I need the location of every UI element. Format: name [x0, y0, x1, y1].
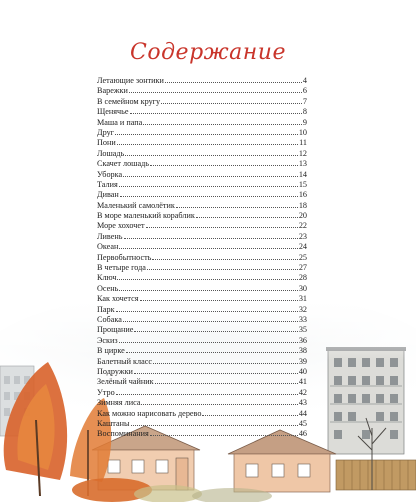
toc-dot-leader: [150, 164, 298, 166]
toc-dot-leader: [119, 341, 298, 343]
toc-entry: [97, 159, 307, 169]
toc-entry-page-number: 24: [298, 242, 307, 252]
toc-entry: [97, 263, 307, 273]
toc-dot-leader: [117, 143, 298, 145]
toc-entry: [97, 76, 307, 86]
toc-dot-leader: [155, 382, 298, 384]
toc-dot-leader: [131, 424, 298, 426]
toc-entry-title: Прощание: [97, 325, 134, 335]
toc-entry-page-number: 31: [298, 294, 307, 304]
toc-entry-page-number: 23: [298, 231, 307, 241]
toc-entry: [97, 86, 307, 96]
toc-entry: [97, 107, 307, 117]
toc-entry-title: Ливень: [97, 231, 123, 241]
toc-dot-leader: [119, 185, 298, 187]
toc-entry: [97, 273, 307, 283]
toc-entry-title: Лошадь: [97, 148, 125, 158]
toc-dot-leader: [202, 414, 297, 416]
toc-entry: [97, 377, 307, 387]
toc-entry-title: Зелёный чайник: [97, 377, 154, 387]
toc-entry: [97, 388, 307, 398]
toc-dot-leader: [124, 237, 298, 239]
toc-entry: [97, 180, 307, 190]
toc-entry-page-number: 33: [298, 314, 307, 324]
toc-entry-title: Как хочется: [97, 294, 139, 304]
toc-dot-leader: [116, 393, 298, 395]
toc-entry-page-number: 22: [298, 221, 307, 231]
toc-entry-title: Балетный класс: [97, 356, 152, 366]
toc-entry-page-number: 12: [298, 148, 307, 158]
toc-dot-leader: [134, 330, 297, 332]
toc-entry: [97, 357, 307, 367]
toc-dot-leader: [150, 434, 298, 436]
toc-dot-leader: [153, 362, 298, 364]
toc-entry-title: Летающие зонтики: [97, 76, 164, 85]
toc-entry: [97, 315, 307, 325]
toc-entry-page-number: 20: [298, 211, 307, 221]
toc-entry-title: Осень: [97, 283, 119, 293]
toc-entry: [97, 409, 307, 419]
toc-entry: [97, 97, 307, 107]
toc-entry: [97, 190, 307, 200]
toc-entry: [97, 346, 307, 356]
toc-entry: [97, 149, 307, 159]
toc-entry-title: Океан: [97, 242, 119, 252]
toc-entry-page-number: 44: [298, 408, 307, 418]
toc-entry: [97, 284, 307, 294]
table-of-contents: [97, 76, 307, 440]
toc-entry: [97, 294, 307, 304]
toc-dot-leader: [129, 91, 302, 93]
toc-entry-page-number: 38: [298, 346, 307, 356]
toc-entry-page-number: 36: [298, 335, 307, 345]
toc-dot-leader: [140, 299, 298, 301]
toc-entry-page-number: 28: [298, 273, 307, 283]
toc-dot-leader: [161, 102, 302, 104]
right-apartment-building: [326, 347, 406, 454]
toc-entry-page-number: 9: [302, 117, 307, 127]
toc-entry: [97, 201, 307, 211]
toc-entry-page-number: 25: [298, 252, 307, 262]
toc-dot-leader: [116, 310, 298, 312]
toc-entry: [97, 398, 307, 408]
toc-dot-leader: [126, 351, 298, 353]
toc-entry: [97, 336, 307, 346]
toc-entry: [97, 170, 307, 180]
toc-entry-title: Парк: [97, 304, 115, 314]
toc-entry-page-number: 41: [298, 377, 307, 387]
toc-dot-leader: [196, 216, 298, 218]
toc-entry-title: В цирке: [97, 346, 125, 356]
toc-entry-title: Диван: [97, 190, 119, 200]
wooden-fence: [336, 460, 416, 490]
toc-entry: [97, 305, 307, 315]
toc-dot-leader: [141, 403, 297, 405]
toc-entry: [97, 367, 307, 377]
toc-entry-title: Пони: [97, 138, 116, 148]
toc-entry: [97, 128, 307, 138]
toc-entry: [97, 325, 307, 335]
toc-dot-leader: [125, 154, 298, 156]
toc-entry-page-number: 42: [298, 387, 307, 397]
toc-entry-page-number: 14: [298, 169, 307, 179]
toc-entry-title: Ключ: [97, 273, 117, 283]
toc-dot-leader: [147, 268, 298, 270]
toc-entry-title: В четыре года: [97, 263, 146, 273]
toc-dot-leader: [117, 278, 297, 280]
toc-entry-page-number: 18: [298, 200, 307, 210]
toc-entry-page-number: 6: [302, 86, 307, 96]
toc-entry-title: Щенячье: [97, 107, 129, 117]
toc-entry-title: В семейном кругу: [97, 96, 161, 106]
toc-dot-leader: [134, 372, 298, 374]
toc-entry-title: Талия: [97, 179, 118, 189]
toc-entry-page-number: 10: [298, 127, 307, 137]
toc-entry: [97, 138, 307, 148]
toc-entry-page-number: 11: [299, 138, 307, 148]
toc-dot-leader: [119, 247, 297, 249]
toc-entry-title: Зимняя лиса: [97, 398, 141, 408]
toc-entry-page-number: 13: [298, 159, 307, 169]
toc-dot-leader: [176, 206, 298, 208]
toc-entry-title: Первобытность: [97, 252, 152, 262]
toc-entry-page-number: 4: [302, 76, 307, 85]
toc-dot-leader: [119, 289, 297, 291]
toc-entry-page-number: 15: [298, 179, 307, 189]
toc-dot-leader: [152, 258, 297, 260]
toc-entry-page-number: 16: [298, 190, 307, 200]
toc-entry-page-number: 32: [298, 304, 307, 314]
toc-entry-page-number: 46: [298, 429, 307, 439]
toc-dot-leader: [130, 112, 302, 114]
toc-entry-title: Море хохочет: [97, 221, 145, 231]
toc-entry-title: Варежки: [97, 86, 128, 96]
toc-entry-page-number: 30: [298, 283, 307, 293]
toc-dot-leader: [165, 81, 302, 83]
toc-entry: [97, 429, 307, 439]
toc-entry: [97, 419, 307, 429]
toc-entry-page-number: 43: [298, 398, 307, 408]
toc-dot-leader: [143, 123, 302, 125]
toc-entry-title: Как можно нарисовать дерево: [97, 408, 202, 418]
toc-entry: [97, 221, 307, 231]
toc-entry-page-number: 7: [302, 96, 307, 106]
toc-dot-leader: [123, 320, 298, 322]
toc-dot-leader: [115, 133, 298, 135]
toc-dot-leader: [146, 226, 298, 228]
toc-entry-title: Собака: [97, 314, 122, 324]
toc-entry-page-number: 27: [298, 263, 307, 273]
toc-dot-leader: [120, 195, 298, 197]
toc-entry-page-number: 40: [298, 366, 307, 376]
toc-dot-leader: [123, 175, 298, 177]
toc-entry: [97, 253, 307, 263]
toc-entry-title: Воспоминания: [97, 429, 149, 439]
toc-entry: [97, 242, 307, 252]
toc-entry-title: Друг: [97, 127, 115, 137]
toc-entry-title: Каштаны: [97, 418, 130, 428]
toc-entry-page-number: 8: [302, 107, 307, 117]
toc-entry-page-number: 39: [298, 356, 307, 366]
toc-entry-title: Маша и папа: [97, 117, 143, 127]
toc-entry-title: Утро: [97, 387, 115, 397]
toc-entry-title: Эскиз: [97, 335, 118, 345]
toc-entry-title: В море маленький кораблик: [97, 211, 195, 221]
toc-entry-title: Уборка: [97, 169, 123, 179]
toc-entry-title: Подружки: [97, 366, 133, 376]
toc-entry-page-number: 45: [298, 418, 307, 428]
toc-entry-title: Скачет лошадь: [97, 159, 150, 169]
page-title: Содержание: [130, 40, 286, 65]
toc-entry-page-number: 35: [298, 325, 307, 335]
toc-entry-title: Маленький самолётик: [97, 200, 175, 210]
toc-entry: [97, 118, 307, 128]
toc-entry: [97, 211, 307, 221]
toc-entry: [97, 232, 307, 242]
